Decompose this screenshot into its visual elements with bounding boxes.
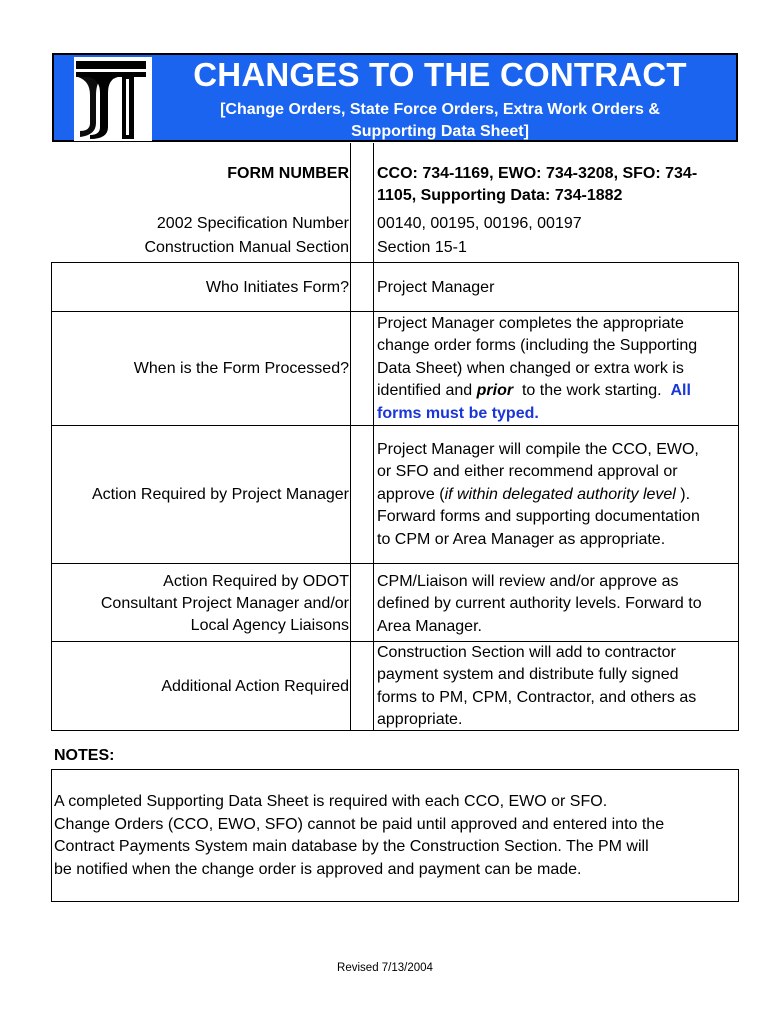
text-line: Forward forms and supporting documentation	[377, 508, 700, 526]
table-border-left	[51, 262, 52, 730]
row-rule	[51, 262, 739, 263]
page-subtitle	[170, 99, 710, 143]
form-number-label: FORM NUMBER	[227, 165, 349, 182]
spec-number-label: 2002 Specification Number	[156, 215, 349, 232]
typed-notice: All	[670, 382, 691, 400]
subtitle-line-2: Supporting Data Sheet]	[351, 123, 529, 140]
text-line: A completed Supporting Data Sheet is required with each CCO, EWO or SFO.	[54, 793, 608, 810]
text-line: defined by current authority levels. Forward to	[377, 595, 702, 613]
text-line: Action Required by ODOT	[163, 573, 349, 590]
table-border-right	[738, 262, 739, 730]
row-rule	[51, 563, 739, 564]
form-number-value	[377, 163, 737, 208]
subtitle-line-1: [Change Orders, State Force Orders, Extra Work Orders &	[220, 101, 660, 118]
action-odot-value	[377, 571, 737, 638]
text-line: Consultant Project Manager and/or	[100, 595, 349, 612]
text-line: Project Manager will compile the CCO, EWO,	[377, 441, 699, 458]
text-line: forms to PM, CPM, Contractor, and others as	[377, 688, 697, 706]
text-line: Area Manager.	[377, 617, 482, 635]
text-line: to the work starting.	[513, 382, 671, 400]
text-line: change order forms (including the Supporting	[377, 337, 698, 355]
notes-text	[54, 791, 736, 881]
when-processed-value	[377, 313, 737, 425]
when-processed-label: When is the Form Processed?	[133, 360, 349, 377]
text-line: or SFO and either recommend approval or	[377, 463, 678, 481]
who-initiates-label: Who Initiates Form?	[205, 279, 349, 296]
text-line: be notified when the change order is approved and payment can be made.	[54, 860, 582, 878]
manual-section-value: Section 15-1	[377, 239, 467, 256]
form-number-line-1: CCO: 734-1169, EWO: 734-3208, SFO: 734-	[377, 165, 698, 182]
text-line: CPM/Liaison will review and/or approve as	[377, 573, 679, 590]
text-line: Construction Section will add to contractor	[377, 644, 676, 661]
action-pm-value	[377, 439, 737, 551]
text-line: Change Orders (CCO, EWO, SFO) cannot be paid until approved and entered into the	[54, 815, 665, 833]
manual-section-label: Construction Manual Section	[144, 239, 349, 256]
page-title: CHANGES TO THE CONTRACT	[193, 56, 687, 93]
row-rule	[51, 311, 739, 312]
emphasis-authority: if within delegated authority level	[444, 485, 676, 503]
who-initiates-value: Project Manager	[377, 279, 495, 296]
row-rule	[51, 425, 739, 426]
notes-title: NOTES:	[54, 747, 115, 764]
revised-date: Revised 7/13/2004	[337, 962, 433, 974]
additional-label: Additional Action Required	[161, 678, 349, 695]
text-line: to CPM or Area Manager as appropriate.	[377, 530, 666, 548]
text-line: Contract Payments System main database by the Construction Section. The PM will	[54, 838, 649, 855]
action-pm-label: Action Required by Project Manager	[91, 486, 349, 503]
text-line: approve (	[377, 485, 445, 503]
spec-number-value: 00140, 00195, 00196, 00197	[377, 215, 582, 232]
text-line: Data Sheet) when changed or extra work is	[377, 359, 684, 377]
text-line: appropriate.	[377, 711, 463, 729]
odot-logo-icon	[74, 57, 152, 141]
text-line: payment system and distribute fully signed	[377, 666, 679, 684]
additional-value	[377, 642, 737, 732]
text-line: identified and	[377, 382, 477, 400]
emphasis-prior: prior	[476, 382, 514, 400]
text-line: ).	[675, 485, 691, 503]
action-odot-label	[53, 571, 349, 637]
typed-notice: forms must be typed.	[377, 404, 539, 422]
text-line: Project Manager completes the appropriate	[377, 315, 684, 332]
form-number-line-2: 1105, Supporting Data: 734-1882	[377, 187, 623, 205]
text-line: Local Agency Liaisons	[190, 617, 349, 634]
